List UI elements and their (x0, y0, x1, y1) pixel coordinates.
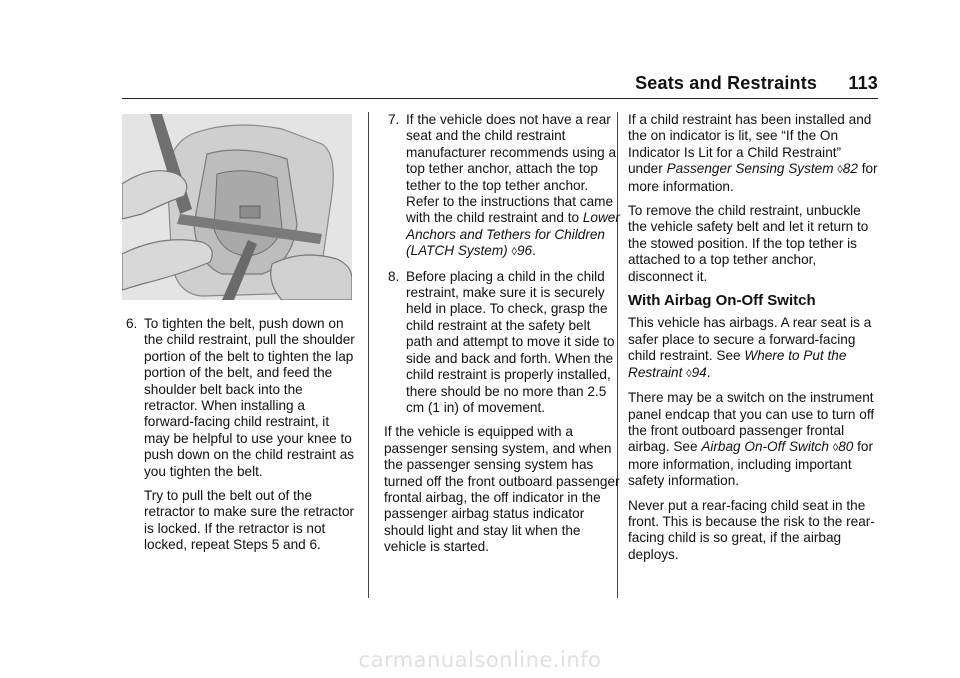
paragraph: If the vehicle is equipped with a passenger sensing system, and when the passenger sensing system has turned off the front outboard passenger frontal airbag, the off indicator in the passenger airbag status indicator should light and stay lit when the vehicle is started. (384, 424, 620, 555)
paragraph: Try to pull the belt out of the retractor to make sure the retractor is locked. If the retractor is not locked, repeat Steps 5 and 6. (144, 488, 355, 553)
section-title: Seats and Restraints (635, 73, 818, 93)
page-number: 113 (848, 73, 878, 93)
column-3 (628, 112, 878, 571)
text: for more information, including important safety information. (628, 439, 873, 489)
column-2 (384, 112, 620, 564)
cross-reference-link[interactable]: Passenger Sensing System (666, 161, 834, 177)
column-divider (368, 112, 369, 598)
step-number: 6. (126, 316, 138, 331)
cross-reference-link[interactable]: Where to Put the Restraint (628, 348, 847, 380)
text: There may be a switch on the instrument panel endcap that you can use to turn off the front outboard passenger frontal airbag. See (628, 390, 875, 455)
text: This vehicle has airbags. A rear seat is a safer place to secure a forward-facing child restraint. See (628, 315, 872, 364)
column-1 (122, 112, 356, 562)
text: If a child restraint has been installed and the on indicator is lit, see “If the On Indicator Is Lit for a Child Restraint” under (628, 112, 872, 177)
page-ref-icon: ◊ (837, 164, 843, 177)
step-6 (122, 316, 356, 480)
page-ref-icon: ◊ (511, 246, 517, 259)
page-reference[interactable]: 82 (842, 161, 858, 177)
paragraph: Never put a rear-facing child seat in the front. This is because the risk to the rear-facing child is so great, if the airbag deploys. (628, 497, 875, 562)
cross-reference-link[interactable]: Airbag On-Off Switch (701, 439, 829, 455)
step-text: If the vehicle does not have a rear seat and the child restraint manufacturer recommends using a top tether anchor, attach the top tether to the top tether anchor. Refer to the instructions that came with the child restraint and to (406, 112, 617, 226)
step-8 (384, 269, 620, 417)
child-seat-illustration (122, 114, 352, 300)
step-text: Before placing a child in the child restraint, make sure it is securely held in place. To check, grasp the child restraint at the safety belt path and attempt to move it side to side and back and forth. When the child restraint is properly installed, there should be no more than 2.5 cm (1 in) of movement. (406, 268, 615, 415)
page-reference[interactable]: 96 (516, 243, 533, 259)
paragraph: To remove the child restraint, unbuckle the vehicle safety belt and let it return to the stowed position. If the top tether is attached to a top tether anchor, disconnect it. (628, 203, 869, 284)
subheading: With Airbag On-Off Switch (628, 292, 816, 310)
watermark: carmanualsonline.info (358, 648, 602, 672)
page-header (635, 73, 878, 94)
header-rule (122, 98, 878, 99)
text: . (706, 364, 711, 380)
cross-reference-link[interactable]: Lower Anchors and Tethers for Children (LATCH System) (406, 210, 620, 259)
page-reference[interactable]: 80 (838, 439, 854, 455)
step-number: 7. (388, 112, 400, 127)
step-number: 8. (388, 268, 400, 284)
paragraph (628, 315, 878, 382)
step-text: To tighten the belt, push down on the child restraint, pull the shoulder portion of the belt to tighten the lap portion of the belt, and feed the shoulder belt back into the retractor. When installing a forward-facing child restraint, it may be helpful to use your knee to push down on the child restraint as you tighten the belt. (144, 316, 355, 479)
page-ref-icon: ◊ (832, 442, 839, 455)
step-7: 7. If the vehicle does not have a rear seat and the child restraint manufacturer recommends using a top tether anchor, attach the top tether to the top tether anchor. Refer to the instructions that came with the child restraint and to Lower Anchors and Tethers for Children (LATCH System) ◊96. (388, 112, 620, 259)
text: for more information. (628, 161, 878, 194)
page-reference[interactable]: 94 (691, 364, 707, 380)
paragraph (628, 112, 878, 195)
page-ref-icon: ◊ (686, 367, 692, 380)
paragraph (628, 390, 878, 489)
